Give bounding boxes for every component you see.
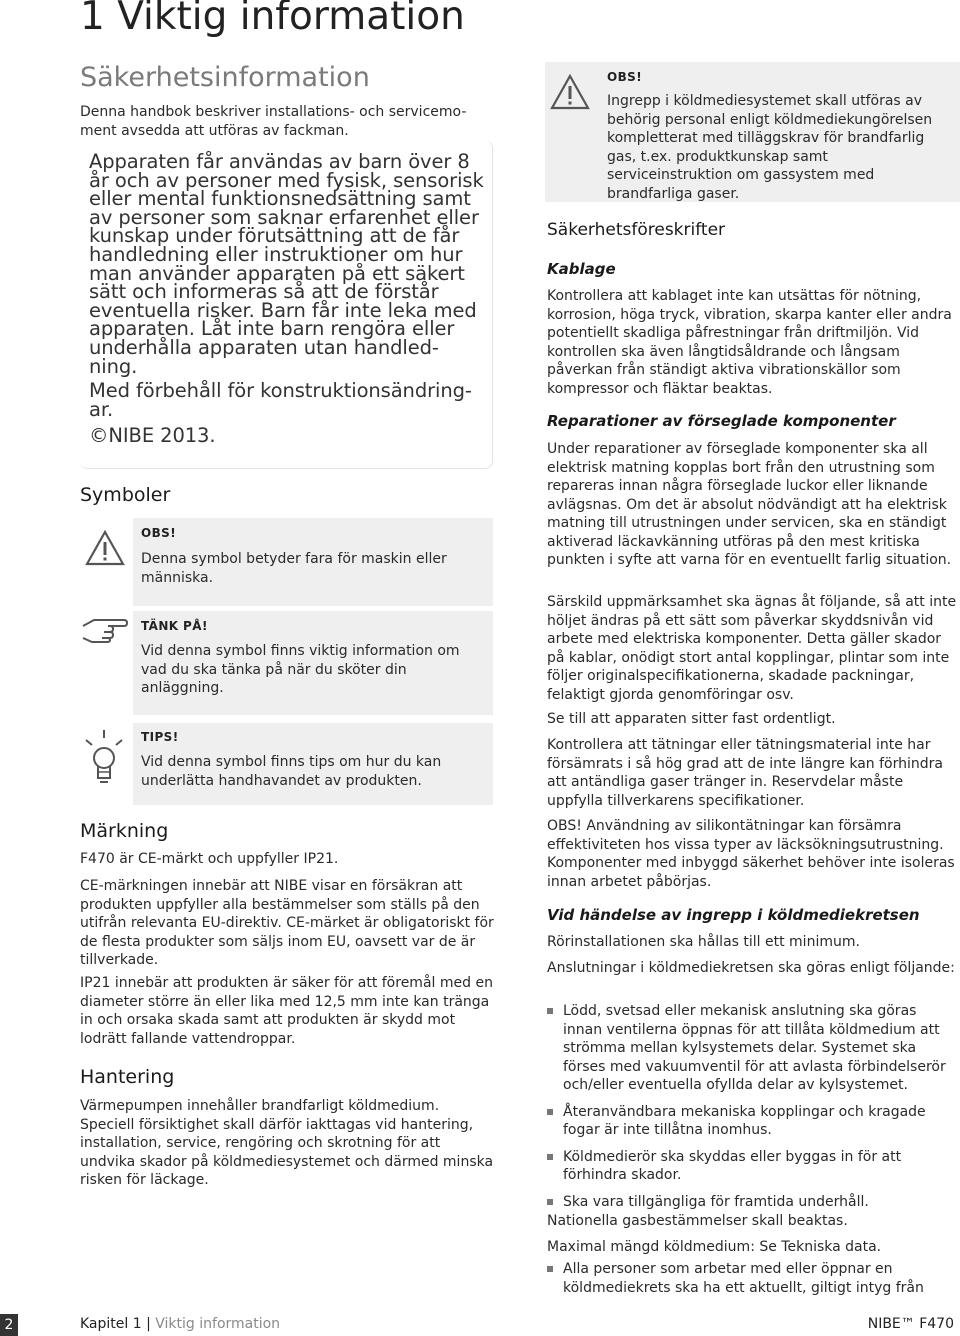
list-item: Alla personer som arbetar med eller öppnar en köldmediekrets ska ha ett aktuellt, giltigt intyg från — [547, 1260, 959, 1297]
marking-heading: Märkning — [80, 820, 169, 842]
reservation-line: ar. — [89, 397, 114, 421]
boxed-line: man använder apparaten på ett säkert — [89, 261, 465, 285]
list-item: Ska vara tillgängliga för framtida underhåll. — [547, 1193, 959, 1212]
boxed-line: Apparaten får användas av barn över 8 — [89, 150, 470, 173]
notice-label: TÄNK PÅ! — [141, 619, 208, 633]
notice-think — [133, 611, 493, 715]
reservation-line: Med förbehåll för konstruktionsändring- — [89, 379, 472, 403]
chapter-title: 1 Viktig information — [80, 0, 465, 39]
list-item: Återanvändbara mekaniska kopplingar och kragade fogar är inte tillåtna inomhus. — [547, 1103, 959, 1140]
notice-text: Ingrepp i köldmediesystemet skall utföras av behörig personal enligt köldmediekungörelsen kompletterat med tilläggskrav för brandfarlig gas, t.ex. produktkunskap samt serviceinstruktion om gassystem med brandfarliga gaser. — [607, 93, 933, 202]
notice-obs-refrigerant — [545, 62, 960, 202]
boxed-line: eventuella risker. Barn får inte leka med — [89, 298, 477, 322]
safety-rules-heading: Säkerhetsföreskrifter — [547, 220, 726, 240]
page-number-tab — [0, 1314, 18, 1336]
event-p3: Nationella gasbestämmelser skall beaktas. — [547, 1213, 848, 1229]
notice-tips — [133, 723, 493, 805]
symbols-heading: Symboler — [80, 484, 171, 506]
lightbulb-icon — [82, 728, 126, 790]
boxed-line: kunskap under förutsättning att de får — [89, 224, 460, 248]
cabling-heading: Kablage — [547, 260, 616, 278]
event-p2: Anslutningar i köldmediekretsen ska göras enligt följande: — [547, 960, 955, 976]
footer-chapter — [80, 1316, 280, 1332]
page-number: 2 — [4, 1317, 14, 1333]
section-title-safety — [80, 62, 500, 99]
notice-text: Vid denna symbol finns viktig information om vad du ska tänka på när du sköter din anläggning. — [141, 643, 460, 696]
footer-product: NIBE™ F470 — [867, 1316, 954, 1332]
notice-text: Denna symbol betyder fara för maskin eller människa. — [141, 551, 447, 586]
boxed-line: handledning eller instruktioner om hur — [89, 242, 463, 266]
boxed-line: ning. — [89, 354, 138, 378]
event-bullet-list — [547, 1002, 959, 1211]
boxed-line: av personer som saknar erfarenhet eller — [89, 205, 479, 229]
warning-triangle-icon — [549, 74, 591, 114]
pointing-hand-icon — [80, 614, 128, 650]
repair-p1: Under reparationer av förseglade komponenter ska all elektrisk matning kopplas bort från den utrustning som repareras innan några förseglade luckor eller liknande avlägsnas. Om det är absolut nödvändigt att ha elektrisk matning till utrustningen under servicen, ska en ständigt aktiverad läckavkänning utföras på den mest kritiska punkten i syfte att varna för en eventuellt farlig situation. — [547, 441, 952, 568]
event-heading: Vid händelse av ingrepp i köldmediekretsen — [547, 906, 920, 924]
handling-paragraph: Värmepumpen innehåller brandfarligt köldmedium. Speciell försiktighet skall därför iakttagas vid hantering, installation, service, rengöring och skrotning för att undvika skador på köldmediesystemet och därmed minska risken för läckage. — [80, 1098, 494, 1188]
repair-p5: OBS! Användning av silikontätningar kan försämra effektiviteten hos vissa typer av läcksökningsutrustning. Komponenter med inbyggd säkerhet behöver inte isoleras innan arbetet påbörjas. — [547, 818, 955, 890]
event-p4: Maximal mängd köldmedium: Se Tekniska data. — [547, 1239, 882, 1255]
notice-obs — [133, 518, 493, 606]
footer-chapter-label: Kapitel 1 — [80, 1316, 142, 1332]
notice-label: TIPS! — [141, 730, 179, 744]
footer-chapter-name: Viktig information — [155, 1316, 281, 1332]
marking-p3: IP21 innebär att produkten är säker för att föremål med en diameter större än eller lika med 12,5 mm inte kan tränga in och orsaka skada samt att produkten är skydd mot lodrätt fallande vattendroppar. — [80, 975, 493, 1047]
boxed-line: underhålla apparaten utan handled- — [89, 335, 439, 359]
list-item: Lödd, svetsad eller mekanisk anslutning ska göras innan ventilerna öppnas för att tillåta köldmedium att strömma mellan kylsystemets delar. Systemet ska förses med vakuumventil för att avlasta förbindelserör och/eller eventuella ofyllda delar av kylsystemet. — [547, 1002, 959, 1095]
marking-p2: CE-märkningen innebär att NIBE visar en försäkran att produkten uppfyller alla bestämmelser som ställs på den utifrån relevanta EU-direktiv. CE-märket är obligatoriskt för de flesta produkter som säljs inom EU, oavsett var de är tillverkade. — [80, 878, 494, 968]
notice-text: Vid denna symbol finns tips om hur du kan underlätta handhavandet av produkten. — [141, 754, 442, 789]
boxed-line: apparaten. Låt inte barn rengöra eller — [89, 317, 455, 341]
event-bullet-list-2 — [547, 1260, 959, 1297]
list-item: Köldmedierör ska skyddas eller byggas in för att förhindra skador. — [547, 1148, 959, 1185]
warning-triangle-icon — [84, 530, 126, 570]
boxed-line: sätt och informeras så att de förstår — [89, 280, 439, 304]
marking-p1: F470 är CE-märkt och uppfyller IP21. — [80, 851, 339, 867]
repair-p4: Kontrollera att tätningar eller tätningsmaterial inte har försämrats i så hög grad att de inte längre kan förhindra att antändliga gaser tränger in. Reservdelar måste uppfylla tillverkarens specifikationer. — [547, 737, 943, 809]
copyright: ©NIBE 2013. — [89, 424, 216, 448]
safety-heading: Säkerhetsinformation — [80, 62, 370, 93]
notice-label: OBS! — [607, 70, 643, 84]
cabling-paragraph: Kontrollera att kablaget inte kan utsättas för nötning, korrosion, höga tryck, vibration, skarpa kanter eller andra potentiellt skadliga påfrestningar från driftmiljön. Vid kontrollen ska även långtidsåldrande och långsam påverkan från ständigt aktiva vibrationskällor som kompressor och fläktar beaktas. — [547, 288, 952, 397]
handling-heading: Hantering — [80, 1066, 175, 1088]
repair-heading: Reparationer av förseglade komponenter — [547, 412, 896, 430]
notice-label: OBS! — [141, 526, 177, 540]
intro-paragraph: Denna handbok beskriver installations- och servicemo-ment avsedda att utföras av fackman. — [80, 104, 467, 139]
child-safety-text — [89, 150, 489, 448]
boxed-line: år och av personer med fysisk, sensorisk — [89, 168, 484, 192]
boxed-line: eller mental funktionsnedsättning samt — [89, 187, 471, 211]
event-p1: Rörinstallationen ska hållas till ett minimum. — [547, 934, 860, 950]
footer-separator: | — [146, 1316, 151, 1332]
repair-p2: Särskild uppmärksamhet ska ägnas åt följande, så att inte höljet ändras på ett sätt som påverkar skyddsnivån vid arbete med elektriska komponenter. Detta gäller skador på kablar, onödigt stort antal kopplingar, plintar som inte följer originalspecifikationerna, skadade packningar, felaktigt gjorda genomföringar osv. — [547, 594, 957, 703]
repair-p3: Se till att apparaten sitter fast ordentligt. — [547, 711, 836, 727]
